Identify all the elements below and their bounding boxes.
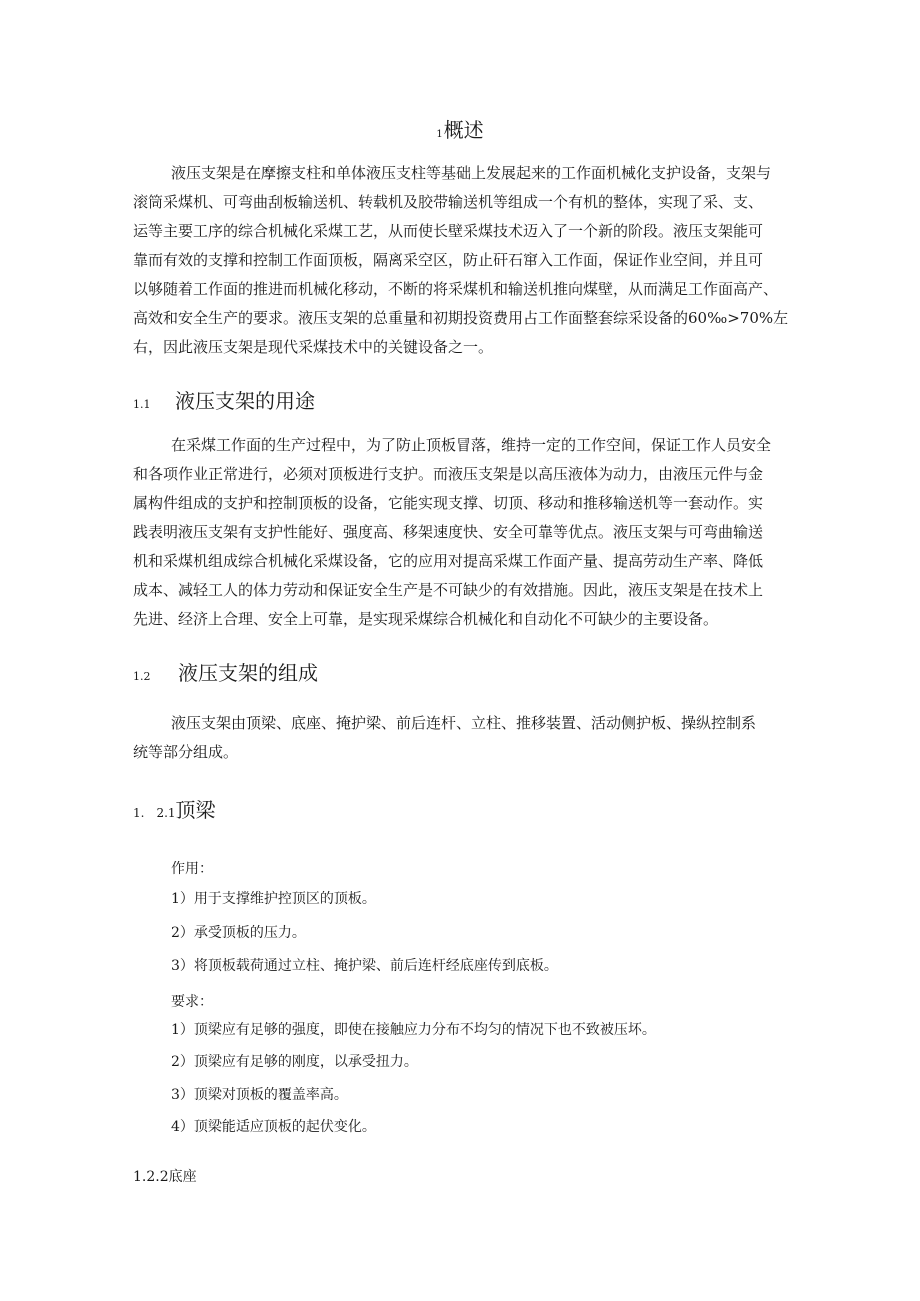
list-item: 1）用于支撑维护控顶区的顶板。 — [171, 891, 376, 907]
function-label: 作用： — [171, 861, 213, 877]
subsection-heading-1-2-2: 1.2.2底座 — [133, 1169, 197, 1185]
requirement-label: 要求： — [171, 994, 213, 1010]
list-item: 4）顶梁能适应顶板的起伏变化。 — [171, 1119, 376, 1135]
section-number: 1.2 — [133, 670, 151, 683]
chapter-title: 概述 — [443, 118, 484, 142]
paragraph-line: 运等主要工序的综合机械化采煤工艺，从而使长壁采煤技术迈入了一个新的阶段。液压支架能可 — [133, 222, 764, 240]
section-heading-1-2 — [133, 657, 318, 686]
section-title: 液压支架的用途 — [175, 389, 315, 413]
paragraph-line: 滚筒采煤机、可弯曲刮板输送机、转载机及胶带输送机等组成一个有机的整体，实现了采、支、 — [133, 193, 764, 211]
paragraph-line: 靠而有效的支撑和控制工作面顶板，隔离采空区，防止矸石窜入工作面，保证作业空间，并且可 — [133, 251, 764, 269]
subsection-title: 顶梁 — [175, 798, 216, 822]
list-item: 1）顶梁应有足够的强度，即使在接触应力分布不均匀的情况下也不致被压坏。 — [171, 1022, 656, 1038]
paragraph-line: 统等部分组成。 — [133, 743, 239, 761]
section-number: 1.1 — [133, 398, 151, 411]
intro-paragraph — [133, 159, 793, 362]
subsection-number: 1. 2.1 — [133, 806, 176, 820]
subsection-heading-1-2-1 — [133, 794, 216, 823]
paragraph-line: 以够随着工作面的推进而机械化移动，不断的将采煤机和输送机推向煤壁，从而满足工作面高产、 — [133, 280, 779, 298]
paragraph-line: 右，因此液压支架是现代采煤技术中的关键设备之一。 — [133, 338, 494, 356]
section-title: 液压支架的组成 — [178, 661, 318, 685]
paragraph-line: 成本、减轻工人的体力劳动和保证安全生产是不可缺少的有效措施。因此，液压支架是在技术上 — [133, 581, 764, 599]
paragraph-line: 液压支架是在摩擦支柱和单体液压支柱等基础上发展起来的工作面机械化支护设备，支架与 — [171, 164, 772, 182]
chapter-heading — [0, 114, 920, 143]
section-heading-1-1 — [133, 385, 315, 414]
chapter-number: 1 — [436, 129, 443, 140]
paragraph-line: 和各项作业正常进行，必须对顶板进行支护。而液压支架是以高压液体为动力，由液压元件与金 — [133, 465, 764, 483]
list-item: 2）承受顶板的压力。 — [171, 925, 306, 941]
paragraph-line: 高效和安全生产的要求。液压支架的总重量和初期投资费用占工作面整套综采设备的60‰>70%左 — [133, 309, 789, 327]
composition-paragraph — [133, 709, 813, 767]
paragraph-line: 践表明液压支架有支护性能好、强度高、移架速度快、安全可靠等优点。液压支架与可弯曲输送 — [133, 523, 764, 541]
list-item: 3）顶梁对顶板的覆盖率高。 — [171, 1087, 348, 1103]
list-item: 2）顶梁应有足够的刚度，以承受扭力。 — [171, 1054, 418, 1070]
paragraph-line: 液压支架由顶梁、底座、掩护梁、前后连杆、立柱、推移装置、活动侧护板、操纵控制系 — [171, 714, 757, 732]
paragraph-line: 机和采煤机组成综合机械化采煤设备，它的应用对提高采煤工作面产量、提高劳动生产率、降低 — [133, 552, 764, 570]
paragraph-line: 在采煤工作面的生产过程中，为了防止顶板冒落，维持一定的工作空间，保证工作人员安全 — [171, 436, 772, 454]
paragraph-line: 先进、经济上合理、安全上可靠，是实现采煤综合机械化和自动化不可缺少的主要设备。 — [133, 610, 719, 628]
usage-paragraph — [133, 431, 793, 634]
list-item: 3）将顶板载荷通过立柱、掩护梁、前后连杆经底座传到底板。 — [171, 958, 558, 974]
paragraph-line: 属构件组成的支护和控制顶板的设备，它能实现支撑、切顶、移动和推移输送机等一套动作。实 — [133, 494, 764, 512]
